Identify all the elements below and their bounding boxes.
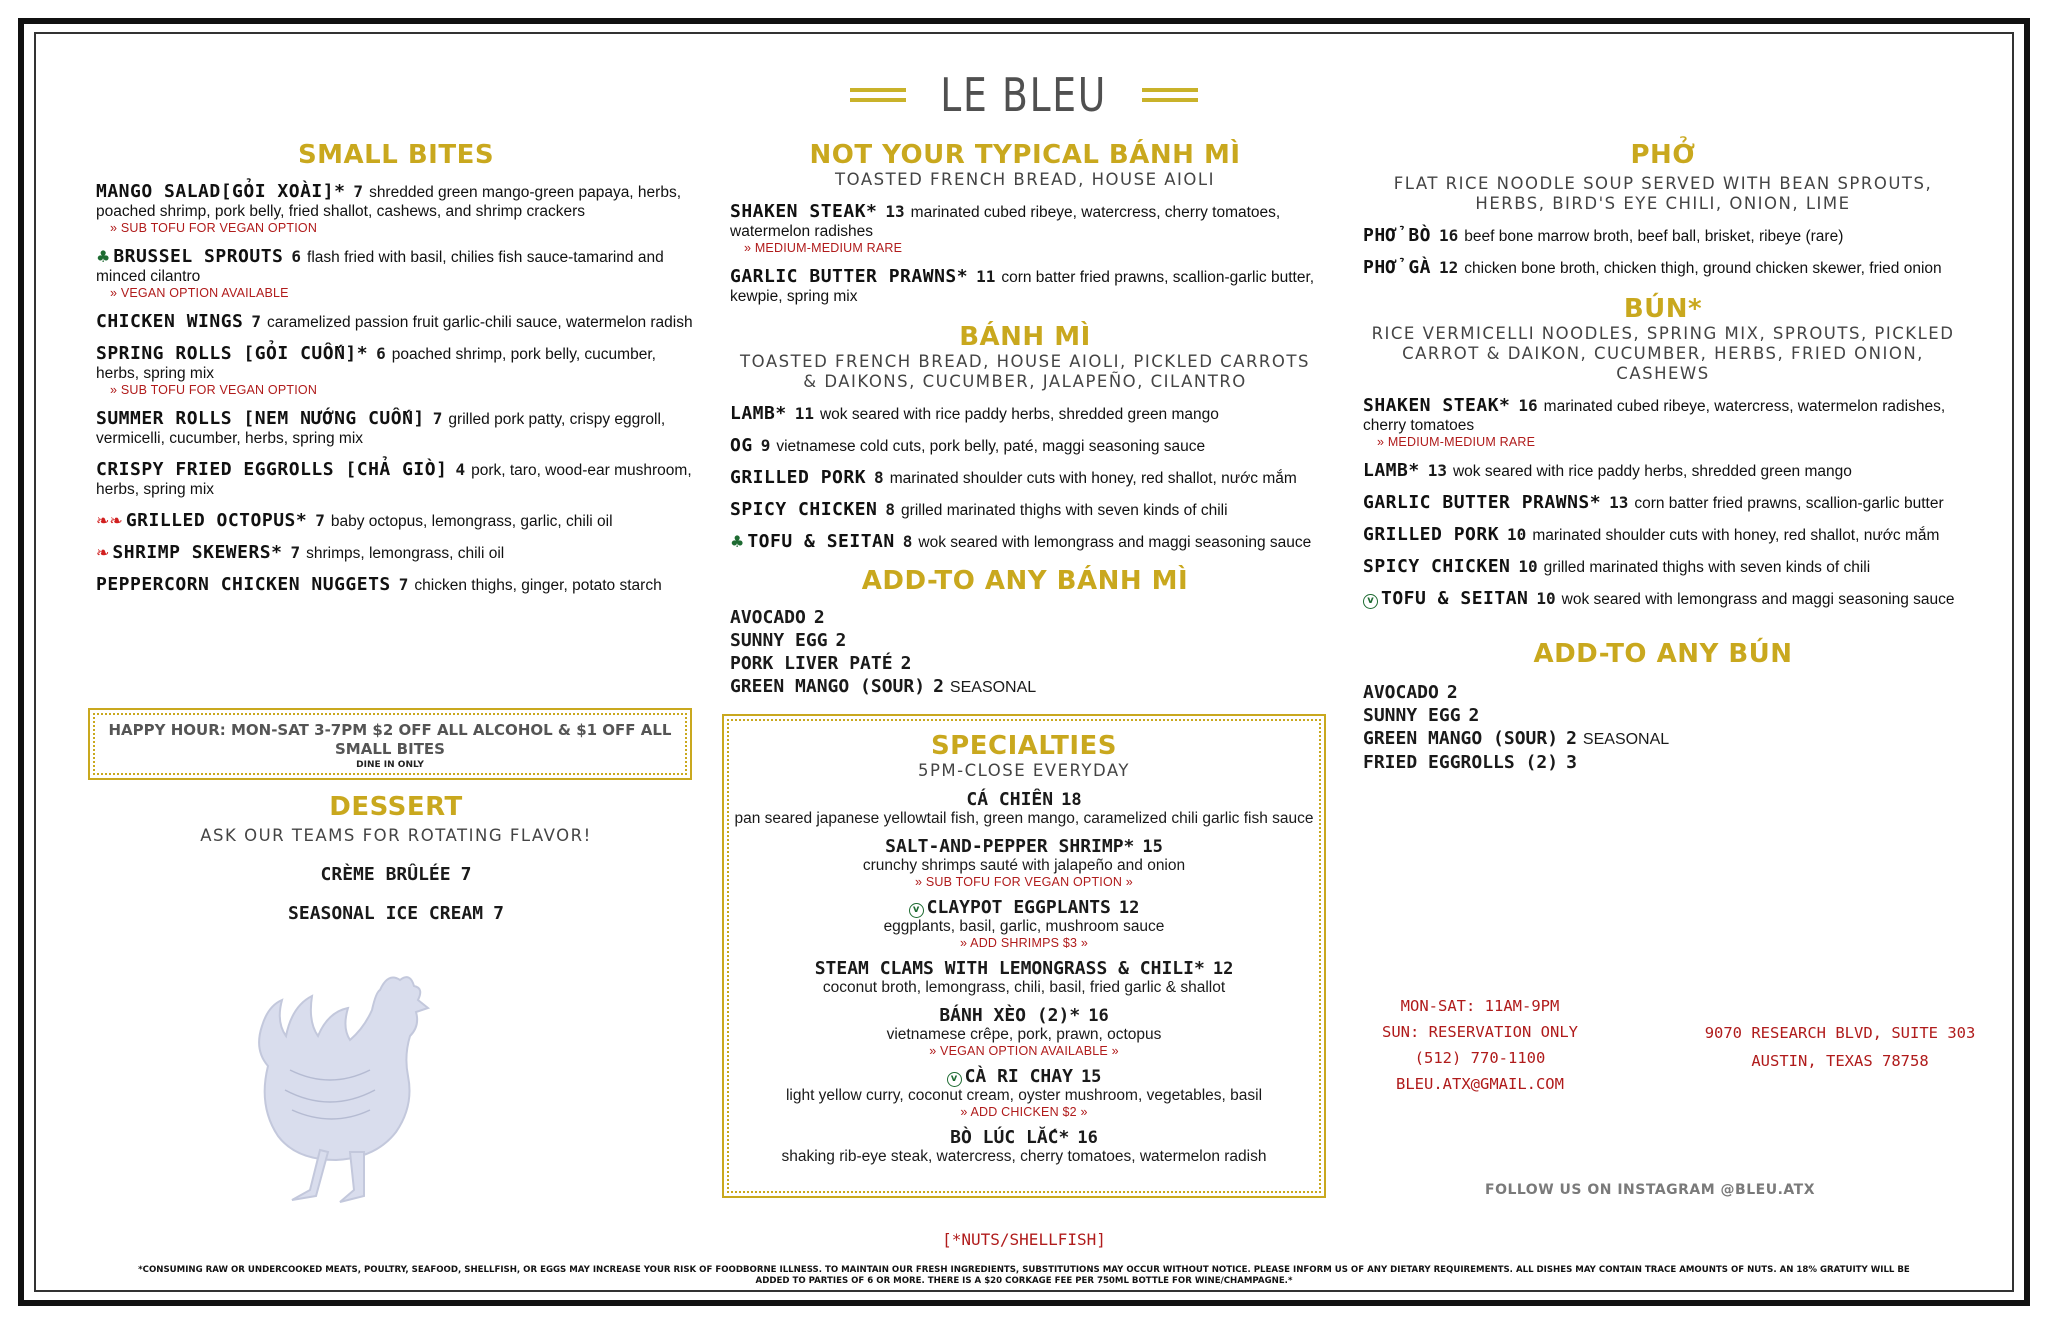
specialty-description: eggplants, basil, garlic, mushroom sauce: [883, 918, 1165, 935]
addon-item-price: 2: [1566, 728, 1577, 749]
addon-item-name: SUNNY EGG: [1363, 705, 1461, 726]
happy-hour-box: [88, 708, 692, 780]
menu-item-price: 9: [760, 436, 771, 455]
menu-item-name: GARLIC BUTTER PRAWNS*: [730, 266, 969, 287]
specialty-title-line: [729, 958, 1319, 979]
menu-item-description: wok seared with rice paddy herbs, shredded green mango: [819, 406, 1219, 423]
addon-bun-heading: ADD-TO ANY BÚN: [1533, 639, 1793, 669]
menu-item: [1363, 493, 1963, 513]
menu-item: [96, 182, 696, 235]
menu-item-price: 7: [398, 575, 409, 594]
title-rule-right: [1142, 84, 1198, 106]
banh-mi-special-subheading: TOASTED FRENCH BREAD, HOUSE AIOLI: [835, 170, 1215, 189]
menu-item-price: 6: [291, 247, 302, 266]
menu-item-name: MANGO SALAD[GỎI XOÀI]*: [96, 181, 346, 202]
menu-item-name: SPICY CHICKEN: [1363, 556, 1511, 577]
specialty-name: SALT-AND-PEPPER SHRIMP*: [885, 836, 1135, 857]
menu-item: [730, 500, 1320, 520]
menu-item-name: TOFU & SEITAN: [1381, 588, 1529, 609]
specialties-list: [729, 789, 1319, 1166]
specialty-item: [729, 836, 1319, 889]
food-safety-disclaimer: *CONSUMING RAW OR UNDERCOOKED MEATS, POULTRY, SEAFOOD, SHELLFISH, OR EGGS MAY INCREASE YOUR RISK OF FOODBORNE ILLNESS. TO MAINTAIN OUR FRESH INGREDIENTS, SUBSTITUTIONS MAY OCCUR WITHOUT NOTICE. PLEASE INFORM US OF ANY DIETARY REQUIREMENTS. ALL DISHES MAY CONTAIN TRACE AMOUNTS OF NUTS. AN 18% GRATUITY WILL BE ADDED TO PARTIES OF 6 OR MORE. THERE IS A $20 CORKAGE FEE PER 750ML BOTTLE FOR WINE/CHAMPAGNE.*: [138, 1265, 1910, 1286]
specialty-name: CÁ CHIÊN: [966, 789, 1054, 810]
menu-item-price: 16: [1518, 396, 1538, 415]
specialty-description: coconut broth, lemongrass, chili, basil, fried garlic & shallot: [822, 979, 1226, 996]
menu-item-name: PEPPERCORN CHICKEN NUGGETS: [96, 574, 391, 595]
menu-item-name: CHICKEN WINGS: [96, 311, 244, 332]
dessert-item-price: 7: [460, 864, 472, 885]
menu-item-name: PHỞ BÒ: [1363, 225, 1432, 246]
specialties-subheading: 5PM-CLOSE EVERYDAY: [917, 761, 1131, 780]
addon-item-price: 2: [1446, 682, 1458, 703]
menu-item-price: 13: [885, 202, 905, 221]
menu-item-description: marinated shoulder cuts with honey, red shallot, nước mắm: [1532, 527, 1940, 544]
menu-item-name: CRISPY FRIED EGGROLLS [CHẢ GIÒ]: [96, 459, 448, 480]
menu-item-description: chicken bone broth, chicken thigh, ground chicken skewer, fried onion: [1464, 260, 1942, 277]
specialty-description: pan seared japanese yellowtail fish, green mango, caramelized chili garlic fish sauce: [734, 810, 1314, 827]
menu-item-description: shredded green mango-green papaya, herbs, poached shrimp, pork belly, fried shallot, cashews, and shrimp crackers: [96, 184, 681, 220]
pho-subheading: FLAT RICE NOODLE SOUP SERVED WITH BEAN SPROUTS, HERBS, BIRD'S EYE CHILI, ONION, LIME: [1393, 174, 1933, 213]
dessert-heading: DESSERT: [329, 792, 463, 822]
addon-item: [1363, 704, 1963, 727]
specialty-price: 15: [1142, 837, 1163, 857]
menu-item-price: 4: [455, 460, 466, 479]
pho-list: [1363, 226, 1963, 278]
menu-item-note: » SUB TOFU FOR VEGAN OPTION: [110, 221, 318, 235]
happy-hour-inner: [93, 713, 687, 775]
menu-item-price: 7: [432, 409, 443, 428]
menu-item-price: 13: [1609, 493, 1629, 512]
menu-item-price: 11: [794, 404, 814, 423]
menu-item: [730, 267, 1320, 306]
menu-item: [1363, 396, 1963, 449]
specialty-title-line: [729, 789, 1319, 810]
dessert-subheading: ASK OUR TEAMS FOR ROTATING FLAVOR!: [200, 826, 592, 845]
happy-hour-text: HAPPY HOUR: MON-SAT 3-7PM $2 OFF ALL ALCOHOL & $1 OFF ALL SMALL BITES: [108, 721, 672, 758]
menu-item: [730, 532, 1320, 552]
nuts-shellfish-note: [*NUTS/SHELLFISH]: [942, 1230, 1106, 1249]
menu-item: [96, 575, 696, 595]
specialty-title-line: [729, 1066, 1319, 1087]
addon-item-price: 2: [1468, 705, 1480, 726]
menu-item: [730, 404, 1320, 424]
address-line-1: 9070 RESEARCH BLVD, SUITE 303: [1704, 1024, 1976, 1042]
menu-item-description: grilled pork patty, crispy eggroll, vermicelli, cucumber, herbs, spring mix: [96, 411, 666, 447]
vegan-leaf-icon: v: [947, 1072, 962, 1087]
menu-item-description: wok seared with rice paddy herbs, shredded green mango: [1452, 463, 1852, 480]
specialty-name: CÀ RI CHAY: [964, 1066, 1073, 1087]
banh-mi-special-heading: NOT YOUR TYPICAL BÁNH MÌ: [809, 140, 1241, 170]
specialty-description: shaking rib-eye steak, watercress, cherry tomatoes, watermelon radish: [781, 1148, 1267, 1165]
specialty-item: [729, 789, 1319, 828]
dessert-item: [96, 903, 696, 924]
menu-item-description: vietnamese cold cuts, pork belly, paté, maggi seasoning sauce: [776, 438, 1206, 455]
chili-icon: ❧: [96, 543, 110, 562]
hours-weekday: MON-SAT: 11AM-9PM: [1400, 997, 1560, 1015]
menu-item-note: » MEDIUM-MEDIUM RARE: [1377, 435, 1536, 449]
menu-item: [730, 436, 1320, 456]
small-bites-list: [96, 182, 696, 595]
specialty-note: » VEGAN OPTION AVAILABLE »: [929, 1044, 1119, 1058]
specialty-description: crunchy shrimps sauté with jalapeño and onion: [862, 857, 1186, 874]
menu-item-name: GARLIC BUTTER PRAWNS*: [1363, 492, 1602, 513]
specialty-item: [729, 1127, 1319, 1166]
menu-item-description: baby octopus, lemongrass, garlic, chili oil: [330, 513, 613, 530]
menu-item-price: 7: [353, 182, 364, 201]
right-column: [1363, 140, 1963, 774]
restaurant-header: [0, 68, 2048, 122]
menu-item-description: corn batter fried prawns, scallion-garlic butter, kewpie, spring mix: [730, 269, 1315, 305]
addon-item-name: AVOCADO: [1363, 682, 1439, 703]
rooster-illustration: [230, 960, 450, 1220]
specialty-price: 12: [1118, 898, 1140, 918]
menu-item-name: SHRIMP SKEWERS*: [112, 542, 283, 563]
vegan-leaf-icon: v: [909, 903, 924, 918]
addon-item: [730, 629, 1320, 652]
address-line-2: AUSTIN, TEXAS 78758: [1751, 1052, 1929, 1070]
specialty-note: » SUB TOFU FOR VEGAN OPTION »: [915, 875, 1133, 889]
specialty-item: [729, 897, 1319, 950]
menu-item: [730, 202, 1320, 255]
menu-item-price: 11: [976, 267, 996, 286]
phone-number[interactable]: (512) 770-1100: [1414, 1049, 1546, 1067]
dessert-item: [96, 864, 696, 885]
menu-item-price: 8: [885, 500, 896, 519]
small-bites-heading: SMALL BITES: [297, 140, 495, 170]
specialty-item: [729, 1066, 1319, 1119]
menu-item-price: 10: [1536, 589, 1556, 608]
specialties-inner: [727, 719, 1321, 1193]
addon-item-name: AVOCADO: [730, 607, 806, 628]
addon-item-name: GREEN MANGO (SOUR): [730, 676, 926, 697]
specialty-name: STEAM CLAMS WITH LEMONGRASS & CHILI*: [814, 958, 1205, 979]
menu-item-name: LAMB*: [730, 403, 787, 424]
addon-item: [1363, 727, 1963, 751]
menu-item-name: PHỞ GÀ: [1363, 257, 1432, 278]
addon-item: [730, 675, 1320, 699]
addon-item-name: FRIED EGGROLLS (2): [1363, 752, 1559, 773]
bun-list: [1363, 396, 1963, 609]
menu-item-description: chicken thighs, ginger, potato starch: [414, 577, 662, 594]
menu-item-name: BRUSSEL SPROUTS: [113, 246, 284, 267]
menu-item-name: TOFU & SEITAN: [747, 531, 895, 552]
addon-item-name: SUNNY EGG: [730, 630, 828, 651]
menu-item-note: » VEGAN OPTION AVAILABLE: [110, 286, 289, 300]
menu-item-name: LAMB*: [1363, 460, 1420, 481]
menu-item-price: 6: [376, 344, 386, 363]
banh-mi-special-list: [730, 202, 1320, 306]
restaurant-name: LE BLEU: [940, 68, 1108, 122]
menu-item-name: SUMMER ROLLS [NEM NƯỚNG CUỐN]: [96, 408, 425, 429]
title-rule-left: [850, 84, 906, 106]
left-column: [96, 140, 696, 595]
specialty-title-line: [729, 1005, 1319, 1026]
addon-item: [1363, 751, 1963, 774]
addon-banh-mi-list: [730, 606, 1320, 699]
specialties-box: [722, 714, 1326, 1198]
addon-item-price: 2: [813, 607, 825, 628]
menu-item-description: grilled marinated thighs with seven kinds of chili: [901, 502, 1228, 519]
specialties-heading: SPECIALTIES: [930, 731, 1118, 761]
menu-item-description: marinated cubed ribeye, watercress, cherry tomatoes, watermelon radishes: [730, 204, 1281, 240]
banh-mi-heading: BÁNH MÌ: [959, 322, 1091, 352]
specialty-name: CLAYPOT EGGPLANTS: [926, 897, 1111, 918]
specialty-description: light yellow curry, coconut cream, oyster mushroom, vegetables, basil: [785, 1087, 1263, 1104]
specialty-note: » ADD SHRIMPS $3 »: [960, 936, 1088, 950]
dessert-item-price: 7: [493, 903, 504, 924]
menu-item: [96, 460, 696, 499]
menu-item: [1363, 258, 1963, 278]
menu-item-name: GRILLED OCTOPUS*: [125, 510, 308, 531]
menu-item-name: SPRING ROLLS [GỎI CUỐN]*: [96, 343, 369, 364]
specialty-name: BÁNH XÈO (2)*: [939, 1005, 1081, 1026]
contact-address: [1700, 1019, 1980, 1075]
menu-item-name: GRILLED PORK: [1363, 524, 1500, 545]
menu-item-description: marinated shoulder cuts with honey, red shallot, nước mắm: [889, 470, 1297, 487]
menu-item-name: SPICY CHICKEN: [730, 499, 878, 520]
instagram-handle[interactable]: FOLLOW US ON INSTAGRAM @BLEU.ATX: [1485, 1182, 1815, 1198]
dessert-item-name: SEASONAL ICE CREAM: [288, 903, 484, 924]
banh-mi-subheading: TOASTED FRENCH BREAD, HOUSE AIOLI, PICKLED CARROTS & DAIKONS, CUCUMBER, JALAPEÑO, CILANTRO: [740, 352, 1310, 391]
menu-item: [96, 511, 696, 531]
dessert-item-name: CRÈME BRÛLÉE: [320, 864, 451, 885]
double-chili-icon: ❧❧: [96, 511, 123, 530]
addon-item: [730, 652, 1320, 675]
menu-item-price: 16: [1439, 226, 1459, 245]
menu-item-description: wok seared with lemongrass and maggi seasoning sauce: [1561, 591, 1955, 608]
bun-heading: BÚN*: [1623, 294, 1703, 324]
clover-icon: ♣: [96, 247, 111, 266]
menu-item-description: grilled marinated thighs with seven kinds of chili: [1543, 559, 1871, 576]
specialty-price: 12: [1212, 959, 1234, 979]
menu-item: [1363, 461, 1963, 481]
menu-item-description: caramelized passion fruit garlic-chili sauce, watermelon radish: [267, 314, 693, 331]
addon-item-name: PORK LIVER PATÉ: [730, 653, 893, 674]
addon-item-seasonal: SEASONAL: [1582, 731, 1670, 748]
menu-item-price: 7: [251, 312, 262, 331]
addon-item-name: GREEN MANGO (SOUR): [1363, 728, 1559, 749]
menu-item: [1363, 589, 1963, 609]
menu-item-price: 12: [1439, 258, 1459, 277]
menu-item-name: SHAKEN STEAK*: [730, 201, 878, 222]
dessert-section: [96, 792, 696, 924]
specialty-title-line: [729, 897, 1319, 918]
menu-item: [96, 312, 696, 332]
menu-item: [1363, 557, 1963, 577]
menu-item-note: » SUB TOFU FOR VEGAN OPTION: [110, 383, 318, 397]
menu-item: [96, 344, 696, 397]
specialty-price: 18: [1061, 790, 1082, 810]
menu-item-description: wok seared with lemongrass and maggi seasoning sauce: [918, 534, 1312, 551]
menu-item-description: flash fried with basil, chilies fish sauce-tamarind and minced cilantro: [96, 249, 664, 285]
menu-item-name: OG: [730, 435, 753, 456]
menu-item-description: marinated cubed ribeye, watercress, watermelon radishes, cherry tomatoes: [1363, 398, 1946, 434]
contact-hours: [1380, 993, 1580, 1097]
specialty-title-line: [729, 836, 1319, 857]
happy-hour-subtext: DINE IN ONLY: [356, 760, 424, 770]
bun-subheading: RICE VERMICELLI NOODLES, SPRING MIX, SPROUTS, PICKLED CARROT & DAIKON, CUCUMBER, HERBS, FRIED ONION, CASHEWS: [1371, 324, 1955, 383]
addon-bun-list: [1363, 681, 1963, 774]
specialty-price: 15: [1080, 1067, 1102, 1087]
menu-item-name: SHAKEN STEAK*: [1363, 395, 1511, 416]
menu-item-name: GRILLED PORK: [730, 467, 867, 488]
specialty-note: » ADD CHICKEN $2 »: [960, 1105, 1088, 1119]
email-address[interactable]: BLEU.ATX@GMAIL.COM: [1396, 1075, 1564, 1093]
clover-icon: ♣: [730, 532, 745, 551]
banh-mi-list: [730, 404, 1320, 552]
menu-item-description: shrimps, lemongrass, chili oil: [306, 545, 505, 562]
menu-item-price: 13: [1427, 461, 1447, 480]
vegan-leaf-icon: v: [1363, 594, 1378, 609]
menu-item-price: 10: [1507, 525, 1527, 544]
specialty-description: vietnamese crêpe, pork, prawn, octopus: [886, 1026, 1162, 1043]
menu-item-description: poached shrimp, pork belly, cucumber, herbs, spring mix: [96, 346, 656, 382]
menu-item-price: 8: [902, 532, 913, 551]
menu-item-price: 8: [874, 468, 884, 487]
menu-item: [96, 409, 696, 448]
specialty-name: BÒ LÚC LẮC*: [950, 1127, 1070, 1148]
specialty-item: [729, 958, 1319, 997]
addon-item-price: 2: [835, 630, 847, 651]
addon-item: [730, 606, 1320, 629]
addon-item-price: 2: [933, 676, 944, 697]
addon-item-price: 3: [1566, 752, 1577, 773]
addon-item-seasonal: SEASONAL: [949, 679, 1037, 696]
menu-item-description: corn batter fried prawns, scallion-garlic butter: [1634, 495, 1944, 512]
menu-item: [1363, 226, 1963, 246]
specialty-title-line: [729, 1127, 1319, 1148]
addon-banh-mi-heading: ADD-TO ANY BÁNH MÌ: [861, 566, 1189, 596]
menu-item-description: beef bone marrow broth, beef ball, brisket, ribeye (rare): [1464, 228, 1844, 245]
specialty-item: [729, 1005, 1319, 1058]
menu-item-note: » MEDIUM-MEDIUM RARE: [744, 241, 903, 255]
addon-item-price: 2: [900, 653, 912, 674]
addon-item: [1363, 681, 1963, 704]
menu-item: [96, 247, 696, 300]
specialty-price: 16: [1077, 1128, 1098, 1148]
menu-item-price: 7: [315, 511, 325, 530]
middle-column: [730, 140, 1320, 699]
menu-item-price: 7: [290, 543, 301, 562]
menu-item-description: pork, taro, wood-ear mushroom, herbs, spring mix: [96, 462, 692, 498]
pho-heading: PHỞ: [1630, 140, 1696, 170]
specialty-price: 16: [1088, 1006, 1109, 1026]
menu-item: [1363, 525, 1963, 545]
hours-sunday: SUN: RESERVATION ONLY: [1382, 1023, 1578, 1041]
menu-item-price: 10: [1518, 557, 1538, 576]
menu-item: [96, 543, 696, 563]
menu-item: [730, 468, 1320, 488]
